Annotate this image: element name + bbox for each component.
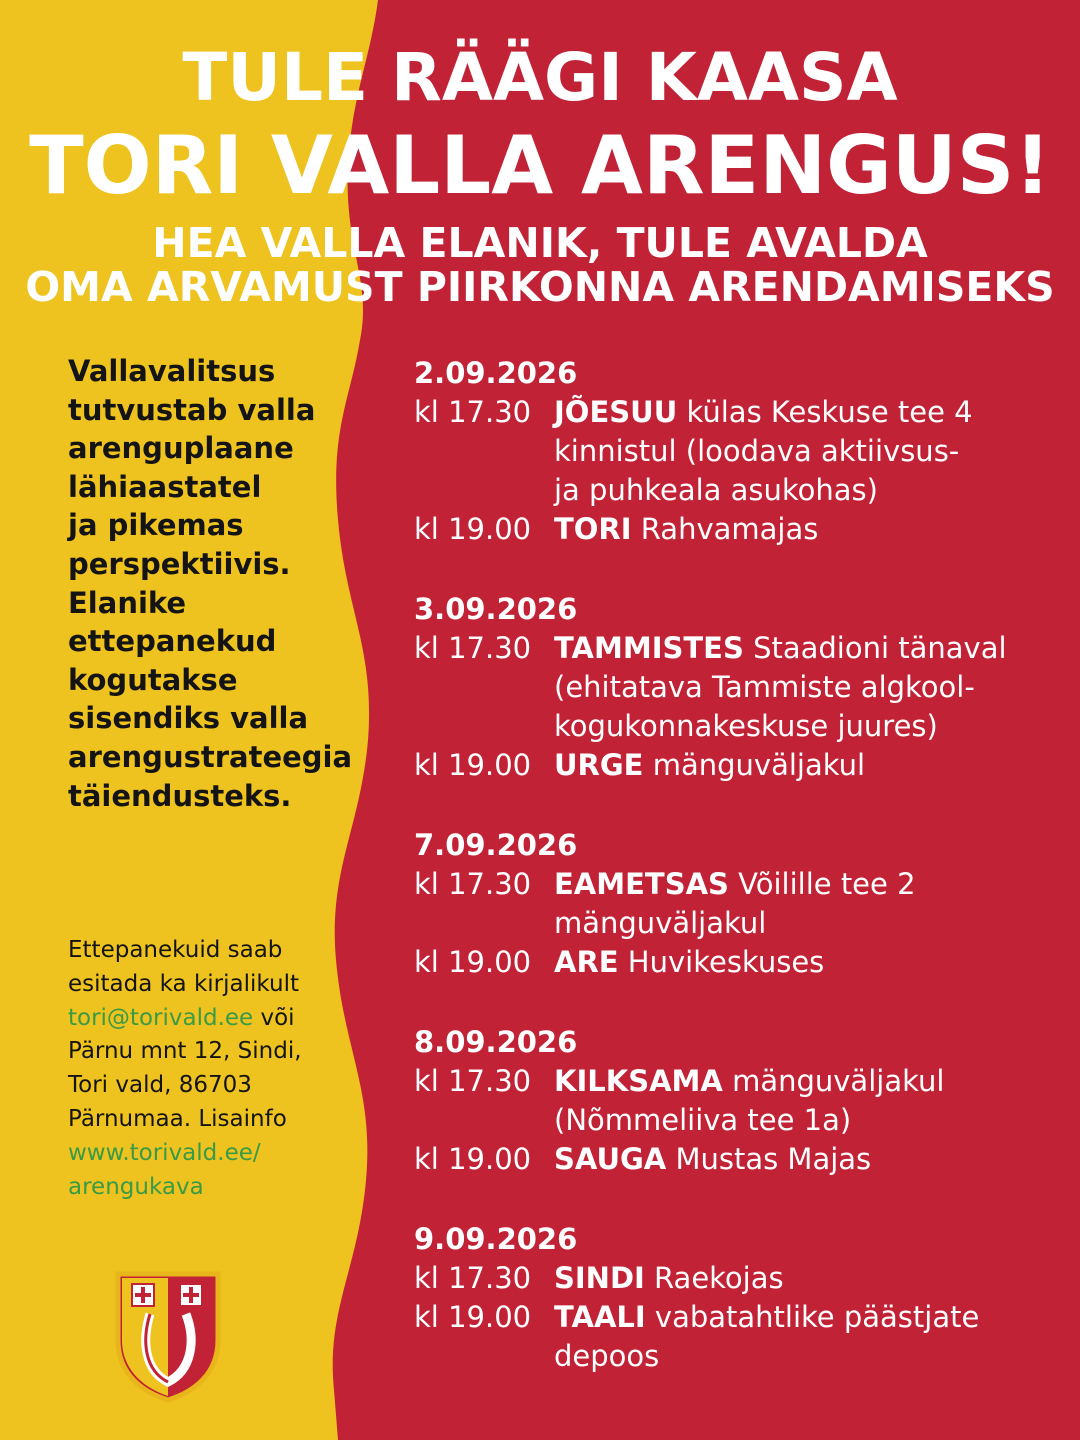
event-row <box>414 393 1024 510</box>
event-description-line: kogukonnakeskuse juures) <box>554 709 938 743</box>
event-place: SAUGA <box>554 1142 667 1176</box>
event-place: TORI <box>554 512 632 546</box>
event-location-text: külas Keskuse tee 4 <box>677 395 973 429</box>
event-description <box>554 1140 1024 1179</box>
schedule <box>414 355 1024 1418</box>
event-time: kl 19.00 <box>414 1300 532 1334</box>
event-place: TAALI <box>554 1300 646 1334</box>
subtitle-line-2: OMA ARVAMUST PIIRKONNA ARENDAMISEKS <box>25 263 1055 311</box>
event-description-line: (Nõmmeliiva tee 1a) <box>554 1103 852 1137</box>
event-time: kl 17.30 <box>414 867 532 901</box>
event-description-line <box>554 1140 1024 1179</box>
event-description <box>554 1062 1024 1140</box>
event-description-line <box>554 629 1024 668</box>
event-place: SINDI <box>554 1261 645 1295</box>
website-link-path[interactable]: arengukava <box>68 1173 204 1200</box>
event-location-text: Mustas Majas <box>666 1142 872 1176</box>
contact-line: Ettepanekuid saab <box>68 937 283 963</box>
intro-line: arenguplaane <box>68 431 294 466</box>
contact-line: Pärnu mnt 12, Sindi, <box>68 1038 302 1065</box>
intro-line: Elanike <box>68 585 187 620</box>
event-description-line <box>554 943 1024 982</box>
contact-line: esitada ka kirjalikult <box>68 970 299 997</box>
event-description <box>554 510 1024 549</box>
event-row <box>414 746 1024 785</box>
intro-line: Vallavalitsus <box>68 354 276 388</box>
event-description-line: ja puhkeala asukohas) <box>554 473 878 507</box>
event-date: 3.09.2026 <box>414 592 578 626</box>
event-row <box>414 1259 1024 1298</box>
event-location-text: Raekojas <box>644 1261 784 1295</box>
schedule-day <box>414 827 1024 982</box>
event-date: 7.09.2026 <box>414 828 578 862</box>
contact-email-line <box>68 1002 338 1036</box>
event-time: kl 19.00 <box>414 945 532 979</box>
event-time: kl 17.30 <box>414 631 532 665</box>
event-row <box>414 1140 1024 1179</box>
intro-line: täiendusteks. <box>68 778 292 813</box>
event-description <box>554 943 1024 982</box>
title-line-2: TORI VALLA ARENGUS! <box>29 119 1051 212</box>
event-date: 8.09.2026 <box>414 1025 578 1059</box>
event-time: kl 17.30 <box>414 395 532 429</box>
intro-line: ettepanekud <box>68 624 277 659</box>
event-description <box>554 1259 1024 1298</box>
event-time: kl 19.00 <box>414 1142 532 1176</box>
event-row <box>414 1062 1024 1140</box>
event-location-text: Huvikeskuses <box>618 945 825 979</box>
event-place: KILKSAMA <box>554 1064 723 1098</box>
schedule-day <box>414 1221 1024 1376</box>
intro-line: perspektiivis. <box>68 546 291 581</box>
schedule-day <box>414 591 1024 785</box>
event-description-line <box>554 746 1024 785</box>
event-place: EAMETSAS <box>554 867 729 901</box>
event-row <box>414 1298 1024 1376</box>
event-description <box>554 393 1024 510</box>
event-location-text: Staadioni tänaval <box>743 631 1007 665</box>
contact-line: Tori vald, 86703 <box>68 1072 252 1099</box>
crest-icon <box>114 1270 222 1404</box>
event-place: URGE <box>554 748 644 782</box>
website-link[interactable]: www.torivald.ee/ <box>68 1139 261 1166</box>
event-description-line <box>554 1062 1024 1101</box>
event-row <box>414 629 1024 746</box>
event-time: kl 17.30 <box>414 1261 532 1295</box>
event-time: kl 19.00 <box>414 748 532 782</box>
intro-line: arengustrateegia <box>68 739 353 774</box>
event-time: kl 17.30 <box>414 1064 532 1098</box>
email-link[interactable]: tori@torivald.ee <box>68 1004 254 1031</box>
event-location-text: mänguväljakul <box>643 748 866 782</box>
intro-line: lähiaastatel <box>68 469 262 504</box>
intro-text <box>68 352 353 815</box>
event-date: 9.09.2026 <box>414 1222 578 1256</box>
contact-line: või <box>253 1004 295 1031</box>
event-description-line <box>554 510 1024 549</box>
schedule-day <box>414 1024 1024 1179</box>
event-description <box>554 1298 1024 1376</box>
event-description <box>554 629 1024 746</box>
subtitle-line-1: HEA VALLA ELANIK, TULE AVALDA <box>152 219 928 267</box>
event-description-line <box>554 865 1024 904</box>
intro-line: sisendiks valla <box>68 701 309 736</box>
event-description-line: (ehitatava Tammiste algkool- <box>554 670 975 704</box>
intro-line: kogutakse <box>68 662 238 697</box>
title-line-1: TULE RÄÄGI KAASA <box>182 39 898 116</box>
contact-info <box>68 934 338 1204</box>
event-row <box>414 510 1024 549</box>
event-location-text: Võilille tee 2 <box>728 867 916 901</box>
event-place: TAMMISTES <box>554 631 744 665</box>
event-description-line: mänguväljakul <box>554 906 767 940</box>
event-time: kl 19.00 <box>414 512 532 546</box>
contact-line: Pärnumaa. Lisainfo <box>68 1105 287 1132</box>
event-description-line: depoos <box>554 1339 660 1373</box>
event-place: ARE <box>554 945 619 979</box>
event-place: JÕESUU <box>554 395 678 429</box>
event-description-line <box>554 1298 1024 1337</box>
schedule-day <box>414 355 1024 549</box>
event-description-line <box>554 1259 1024 1298</box>
event-row <box>414 865 1024 943</box>
intro-line: ja pikemas <box>68 508 244 543</box>
event-row <box>414 943 1024 982</box>
event-date: 2.09.2026 <box>414 356 578 390</box>
event-description <box>554 865 1024 943</box>
event-location-text: vabatahtlike päästjate <box>645 1300 980 1334</box>
event-description-line <box>554 393 1024 432</box>
event-location-text: Rahvamajas <box>631 512 819 546</box>
event-location-text: mänguväljakul <box>722 1064 945 1098</box>
intro-line: tutvustab valla <box>68 392 316 427</box>
event-description-line: kinnistul (loodava aktiivsus- <box>554 434 960 468</box>
event-description <box>554 746 1024 785</box>
